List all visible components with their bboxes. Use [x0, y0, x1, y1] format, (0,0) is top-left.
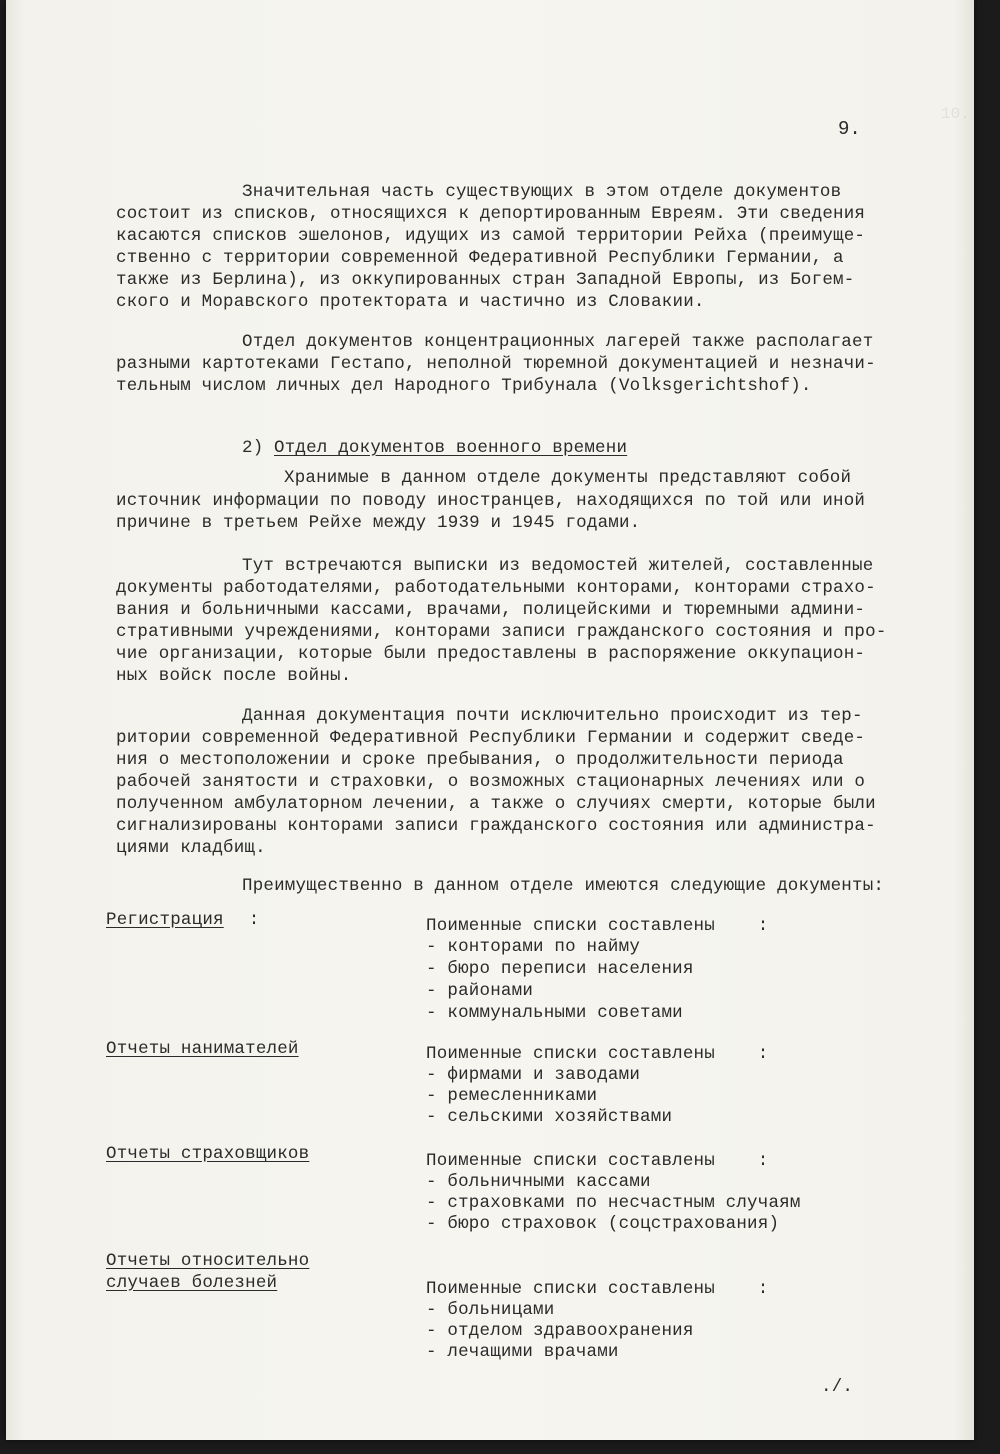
doc-list-item: - конторами по найму [426, 937, 641, 957]
doc-group-label: случаев болезней [106, 1273, 278, 1293]
page-number: 9. [838, 118, 861, 140]
paragraph-line: ственно с территории современной Федеративной Республики Германии, а [116, 248, 844, 268]
bleed-page-number: 10. [941, 105, 970, 123]
document-page [6, 0, 974, 1440]
doc-list-item: - страховками по несчастным случаям [426, 1193, 801, 1213]
paragraph-line: чие организации, которые были предоставлены в распоряжение оккупацион- [116, 644, 866, 664]
paragraph-line: тельным числом личных дел Народного Трибунала (Volksgerichtshof). [116, 376, 812, 396]
section-number: 2) [242, 438, 264, 458]
doc-list-item: - больницами [426, 1300, 555, 1320]
doc-list-item: - ремесленниками [426, 1086, 598, 1106]
paragraph-line: Хранимые в данном отделе документы представляют собой [284, 468, 852, 488]
doc-list-item: - коммунальными советами [426, 1003, 683, 1023]
doc-group-intro: Поименные списки составлены : [426, 916, 769, 936]
doc-group-label: Отчеты нанимателей [106, 1039, 299, 1059]
doc-list-item: - районами [426, 981, 534, 1001]
paragraph-line: вания и больничными кассами, врачами, полицейскими и тюремными админи- [116, 600, 866, 620]
paragraph-line: Преимущественно в данном отделе имеются следующие документы: [242, 876, 885, 896]
doc-group-label: Отчеты страховщиков [106, 1144, 310, 1164]
paragraph-line: Тут встречаются выписки из ведомостей жителей, составленные [242, 556, 874, 576]
doc-list-item: - больничными кассами [426, 1172, 651, 1192]
paragraph-line: ных войск после войны. [116, 666, 352, 686]
doc-group-intro: Поименные списки составлены : [426, 1279, 769, 1299]
paragraph-line: ритории современной Федеративной Республики Германии и содержит сведе- [116, 728, 866, 748]
doc-list-item: - фирмами и заводами [426, 1065, 641, 1085]
paragraph-line: рабочей занятости и страховки, о возможных стационарных лечениях или о [116, 772, 866, 792]
paragraph-line: разными картотеками Гестапо, неполной тюремной документацией и незначи- [116, 354, 876, 374]
doc-group-label-suffix: : [238, 910, 260, 930]
paragraph-line: сигнализированы конторами записи гражданского состояния или администра- [116, 816, 876, 836]
section-heading: Отдел документов военного времени [274, 438, 628, 458]
doc-list-item: - лечащими врачами [426, 1342, 619, 1362]
doc-group-label: Регистрация [106, 910, 224, 930]
paragraph-line: полученном амбулаторном лечении, а также о случиях смерти, которые были [116, 794, 876, 814]
paragraph-line: стративными учреждениями, конторами записи гражданского состояния и про- [116, 622, 887, 642]
doc-list-item: - бюро страховок (соцстрахования) [426, 1214, 780, 1234]
doc-list-item: - сельскими хозяйствами [426, 1107, 673, 1127]
continuation-mark: ./. [821, 1377, 854, 1397]
doc-list-item: - бюро переписи населения [426, 959, 694, 979]
doc-group-intro: Поименные списки составлены : [426, 1044, 769, 1064]
paragraph-line: Значительная часть существующих в этом отделе документов [242, 182, 842, 202]
doc-group-label: Отчеты относительно [106, 1251, 310, 1271]
paragraph-line: причине в третьем Рейхе между 1939 и 1945 годами. [116, 513, 641, 533]
paragraph-line: ния о местоположении и сроке пребывания, о продолжительности периода [116, 750, 844, 770]
paragraph-line: ского и Моравского протектората и частично из Словакии. [116, 292, 705, 312]
paragraph-line: состоит из списков, относящихся к депортированным Евреям. Эти сведения [116, 204, 866, 224]
paragraph-line: циями кладбищ. [116, 838, 266, 858]
paragraph-line: Отдел документов концентрационных лагерей также располагает [242, 332, 874, 352]
paragraph-line: источник информации по поводу иностранцев, находящихся по той или иной [116, 491, 866, 511]
doc-list-item: - отделом здравоохранения [426, 1321, 694, 1341]
doc-group-intro: Поименные списки составлены : [426, 1151, 769, 1171]
paragraph-line: документы работодателями, работодательными конторами, конторами страхо- [116, 578, 876, 598]
paragraph-line: также из Берлина), из оккупированных стран Западной Европы, из Богем- [116, 270, 855, 290]
paragraph-line: касаются списков эшелонов, идущих из самой территории Рейха (преимуще- [116, 226, 866, 246]
paragraph-line: Данная документация почти исключительно происходит из тер- [242, 706, 863, 726]
